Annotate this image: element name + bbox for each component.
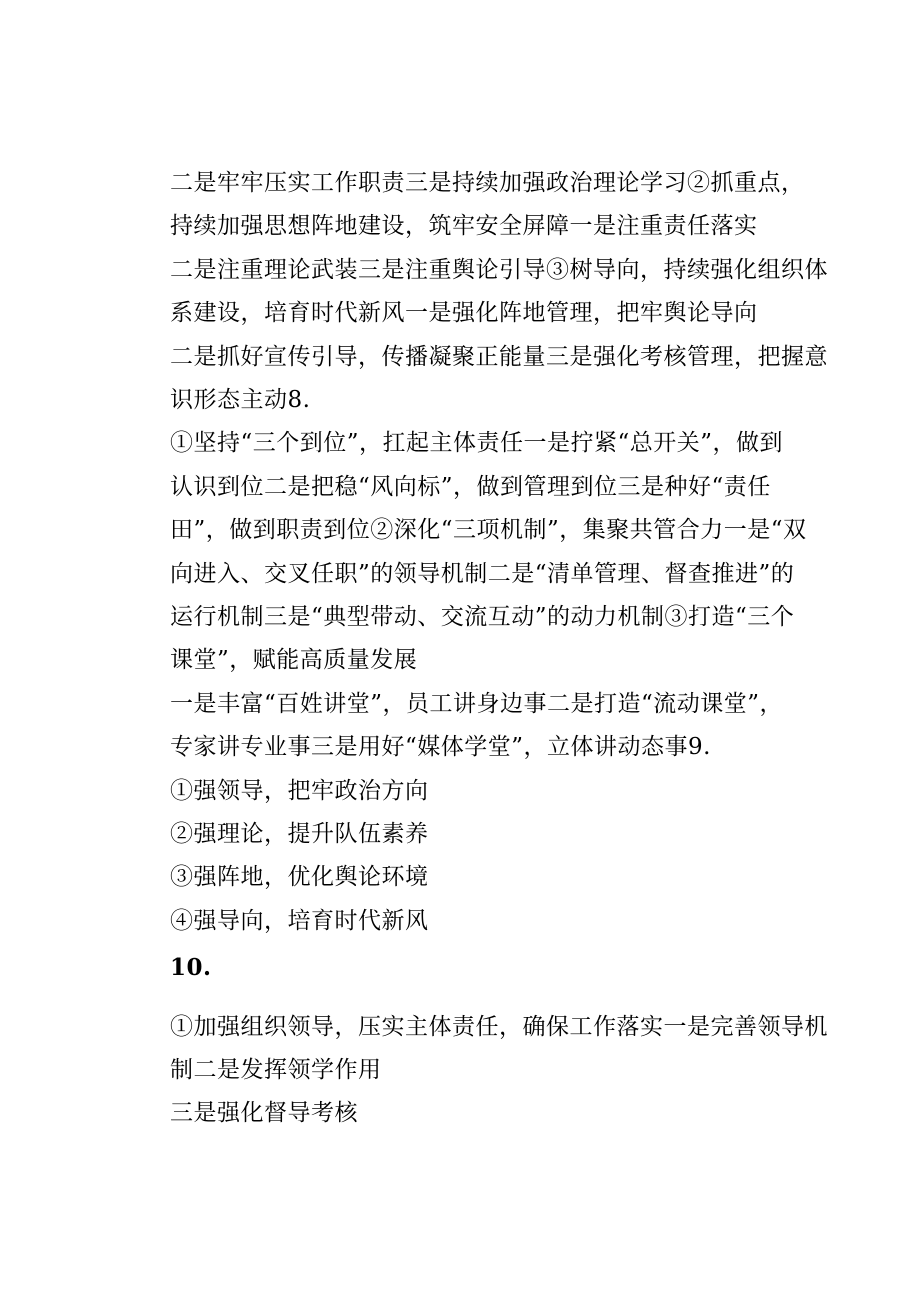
text-line: ①加强组织领导，压实主体责任，确保工作落实一是完善领导机 (170, 1014, 828, 1040)
text-line: 三是强化督导考核 (170, 1100, 358, 1126)
text-line: ③强阵地，优化舆论环境 (170, 864, 429, 890)
text-line: 二是牢牢压实工作职责三是持续加强政治理论学习②抓重点， (170, 170, 805, 196)
section-number: 10. (170, 954, 212, 981)
text-line: 运行机制三是“典型带动、交流互动”的动力机制③打造“三个 (170, 604, 795, 630)
text-line: 识形态主动8. (170, 387, 311, 413)
text-line: 二是抓好宣传引导，传播凝聚正能量三是强化考核管理，把握意 (170, 344, 828, 370)
text-line: ①坚持“三个到位”，扛起主体责任一是拧紧“总开关”，做到 (170, 430, 784, 456)
text-line: 系建设，培育时代新风一是强化阵地管理，把牢舆论导向 (170, 300, 758, 326)
text-line: 二是注重理论武装三是注重舆论引导③树导向，持续强化组织体 (170, 257, 828, 283)
text-line: 专家讲专业事三是用好“媒体学堂”，立体讲动态事9. (170, 734, 711, 760)
text-line: 认识到位二是把稳“风向标”，做到管理到位三是种好“责任 (170, 474, 771, 500)
text-line: 制二是发挥领学作用 (170, 1057, 382, 1083)
text-line: 田”，做到职责到位②深化“三项机制”，集聚共管合力一是“双 (170, 517, 807, 543)
text-line: 向进入、交叉任职”的领导机制二是“清单管理、督查推进”的 (170, 561, 795, 587)
text-line: 一是丰富“百姓讲堂”，员工讲身边事二是打造“流动课堂”， (170, 691, 784, 717)
text-line: 课堂”，赋能高质量发展 (170, 647, 418, 673)
text-line: 持续加强思想阵地建设，筑牢安全屏障一是注重责任落实 (170, 213, 758, 239)
text-line: ④强导向，培育时代新风 (170, 908, 429, 934)
text-line: ①强领导，把牢政治方向 (170, 778, 429, 804)
text-line: ②强理论，提升队伍素养 (170, 821, 429, 847)
